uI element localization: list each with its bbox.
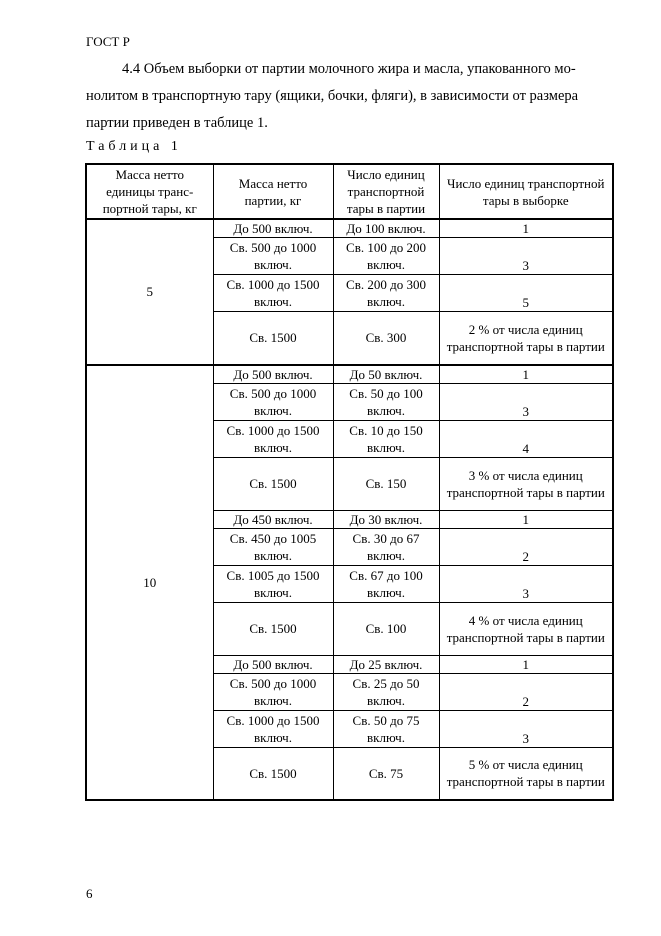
sample-cell: 2 % от числа единиц транспортной тары в партии xyxy=(439,312,613,365)
sample-size-table xyxy=(85,163,614,801)
units-in-lot-cell: До 50 включ. xyxy=(333,365,439,384)
sample-cell: 1 xyxy=(439,510,613,528)
units-in-lot-cell: Св. 100 xyxy=(333,602,439,655)
lot-mass-cell: Св. 500 до 1000 включ. xyxy=(213,383,333,420)
lot-mass-cell: Св. 500 до 1000 включ. xyxy=(213,673,333,710)
table-row xyxy=(86,365,613,384)
lot-mass-cell: Св. 1500 xyxy=(213,747,333,800)
sample-cell: 4 xyxy=(439,420,613,457)
header-units-in-sample: Число единиц транспортной тары в выборке xyxy=(439,164,613,219)
sample-cell: 3 xyxy=(439,383,613,420)
lot-mass-cell: Св. 450 до 1005 включ. xyxy=(213,528,333,565)
lot-mass-cell: До 500 включ. xyxy=(213,365,333,384)
sample-cell: 5 xyxy=(439,275,613,312)
units-in-lot-cell: Св. 200 до 300 включ. xyxy=(333,275,439,312)
units-in-lot-cell: Св. 50 до 100 включ. xyxy=(333,383,439,420)
paragraph-line-1: 4.4 Объем выборки от партии молочного жира и масла, упакованного мо- xyxy=(122,61,576,77)
unit-mass-cell: 5 xyxy=(86,219,213,365)
document-header: ГОСТ Р xyxy=(86,34,130,49)
lot-mass-cell: Св. 1000 до 1500 включ. xyxy=(213,420,333,457)
lot-mass-cell: До 500 включ. xyxy=(213,219,333,238)
units-in-lot-cell: Св. 30 до 67 включ. xyxy=(333,528,439,565)
lot-mass-cell: До 450 включ. xyxy=(213,510,333,528)
sample-cell: 1 xyxy=(439,365,613,384)
sample-cell: 5 % от числа единиц транспортной тары в партии xyxy=(439,747,613,800)
sample-cell: 1 xyxy=(439,655,613,673)
sample-cell: 3 xyxy=(439,710,613,747)
sample-cell: 1 xyxy=(439,219,613,238)
units-in-lot-cell: Св. 150 xyxy=(333,457,439,510)
lot-mass-cell: Св. 500 до 1000 включ. xyxy=(213,238,333,275)
lot-mass-cell: Св. 1000 до 1500 включ. xyxy=(213,275,333,312)
table-caption: Таблица 1 xyxy=(86,139,182,154)
sample-cell: 3 % от числа единиц транспортной тары в партии xyxy=(439,457,613,510)
units-in-lot-cell: До 25 включ. xyxy=(333,655,439,673)
units-in-lot-cell: Св. 50 до 75 включ. xyxy=(333,710,439,747)
units-in-lot-cell: Св. 100 до 200 включ. xyxy=(333,238,439,275)
units-in-lot-cell: Св. 67 до 100 включ. xyxy=(333,565,439,602)
units-in-lot-cell: До 100 включ. xyxy=(333,219,439,238)
table-row xyxy=(86,219,613,238)
units-in-lot-cell: До 30 включ. xyxy=(333,510,439,528)
header-units-in-lot: Число единиц транспортной тары в партии xyxy=(333,164,439,219)
sample-cell: 3 xyxy=(439,565,613,602)
section-paragraph xyxy=(86,56,624,137)
header-unit-mass: Масса нетто единицы транс- портной тары, кг xyxy=(86,164,213,219)
page-number: 6 xyxy=(86,886,93,901)
header-lot-mass: Масса нетто партии, кг xyxy=(213,164,333,219)
sample-cell: 2 xyxy=(439,528,613,565)
units-in-lot-cell: Св. 300 xyxy=(333,312,439,365)
lot-mass-cell: До 500 включ. xyxy=(213,655,333,673)
paragraph-line-3: партии приведен в таблице 1. xyxy=(86,115,268,131)
lot-mass-cell: Св. 1500 xyxy=(213,457,333,510)
lot-mass-cell: Св. 1005 до 1500 включ. xyxy=(213,565,333,602)
sample-cell: 4 % от числа единиц транспортной тары в партии xyxy=(439,602,613,655)
paragraph-line-2: нолитом в транспортную тару (ящики, бочки, фляги), в зависимости от размера xyxy=(86,88,579,104)
table-header-row xyxy=(86,164,613,219)
units-in-lot-cell: Св. 10 до 150 включ. xyxy=(333,420,439,457)
lot-mass-cell: Св. 1500 xyxy=(213,602,333,655)
units-in-lot-cell: Св. 25 до 50 включ. xyxy=(333,673,439,710)
unit-mass-cell: 10 xyxy=(86,365,213,801)
lot-mass-cell: Св. 1000 до 1500 включ. xyxy=(213,710,333,747)
units-in-lot-cell: Св. 75 xyxy=(333,747,439,800)
sample-cell: 3 xyxy=(439,238,613,275)
sample-cell: 2 xyxy=(439,673,613,710)
lot-mass-cell: Св. 1500 xyxy=(213,312,333,365)
